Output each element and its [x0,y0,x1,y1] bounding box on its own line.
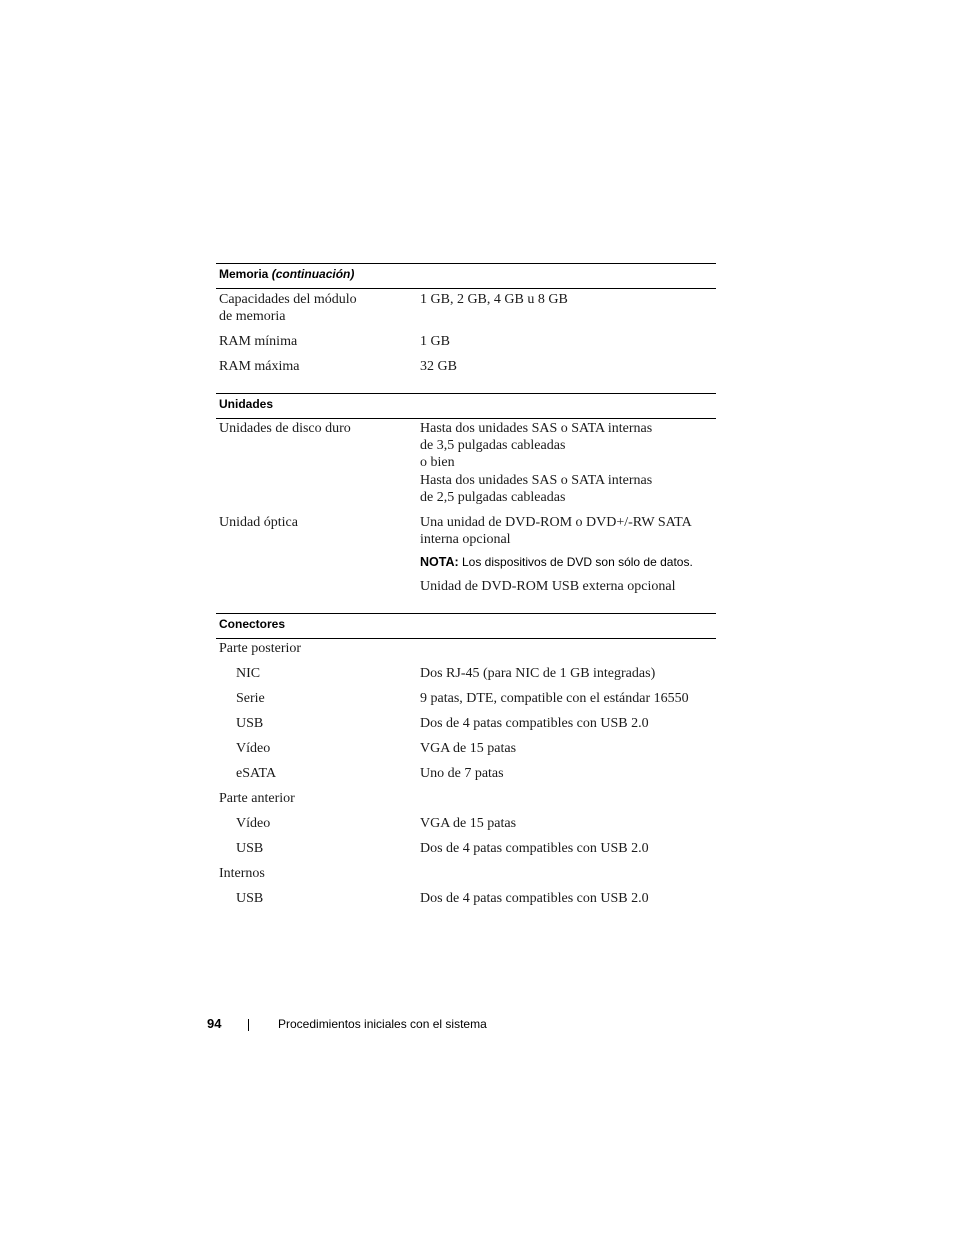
section-title-memoria [219,267,354,281]
spec-label: NIC [236,666,261,681]
spec-label: Unidad óptica [219,515,298,530]
spec-value: Uno de 7 patas [420,766,504,781]
spec-value: VGA de 15 patas [420,741,517,756]
spec-value: 1 GB [420,334,450,349]
footer-title: Procedimientos iniciales con el sistema [278,1017,487,1031]
spec-label: RAM mínima [219,334,298,349]
spec-value: Una unidad de DVD-ROM o DVD+/-RW SATA [420,515,692,530]
group-label: Parte posterior [219,641,302,656]
spec-label: Capacidades del módulo [219,292,357,307]
spec-label: Vídeo [236,816,271,831]
section-title-conectores: Conectores [219,617,286,631]
section-top-rule [216,613,716,614]
spec-label: eSATA [236,766,277,781]
spec-value: 32 GB [420,359,457,374]
section-title-unidades: Unidades [219,397,274,411]
section-top-rule [216,393,716,394]
page-number: 94 [207,1016,222,1031]
spec-label: USB [236,841,264,856]
spec-value: Dos RJ-45 (para NIC de 1 GB integradas) [420,666,656,681]
spec-value: Hasta dos unidades SAS o SATA internas [420,421,653,436]
section-rule [216,638,716,639]
spec-value: Dos de 4 patas compatibles con USB 2.0 [420,716,649,731]
spec-label: Vídeo [236,741,271,756]
spec-value: 1 GB, 2 GB, 4 GB u 8 GB [420,292,568,307]
spec-value: 9 patas, DTE, compatible con el estándar 16550 [420,691,689,706]
section-rule [216,418,716,419]
spec-value: VGA de 15 patas [420,816,517,831]
spec-value: Hasta dos unidades SAS o SATA internas [420,473,653,488]
note-label: NOTA: [420,555,459,569]
spec-value: interna opcional [420,532,511,547]
spec-label: RAM máxima [219,359,300,374]
spec-value: de 2,5 pulgadas cableadas [420,490,566,505]
spec-label: Unidades de disco duro [219,421,351,436]
section-rule [216,288,716,289]
spec-value: Unidad de DVD-ROM USB externa opcional [420,579,676,594]
note-text: Los dispositivos de DVD son sólo de datos. [462,555,693,569]
group-label: Parte anterior [219,791,295,806]
spec-label: USB [236,891,264,906]
spec-label: Serie [236,691,265,706]
spec-value: de 3,5 pulgadas cableadas [420,438,566,453]
footer-separator [248,1019,249,1031]
section-title-text: Memoria [219,267,269,281]
group-label: Internos [219,866,265,881]
spec-label: USB [236,716,264,731]
spec-value: o bien [420,455,455,470]
note [420,555,693,569]
section-title-suffix: (continuación) [271,267,355,281]
spec-value: Dos de 4 patas compatibles con USB 2.0 [420,841,649,856]
spec-value: Dos de 4 patas compatibles con USB 2.0 [420,891,649,906]
spec-label: de memoria [219,309,286,324]
section-top-rule [216,263,716,264]
